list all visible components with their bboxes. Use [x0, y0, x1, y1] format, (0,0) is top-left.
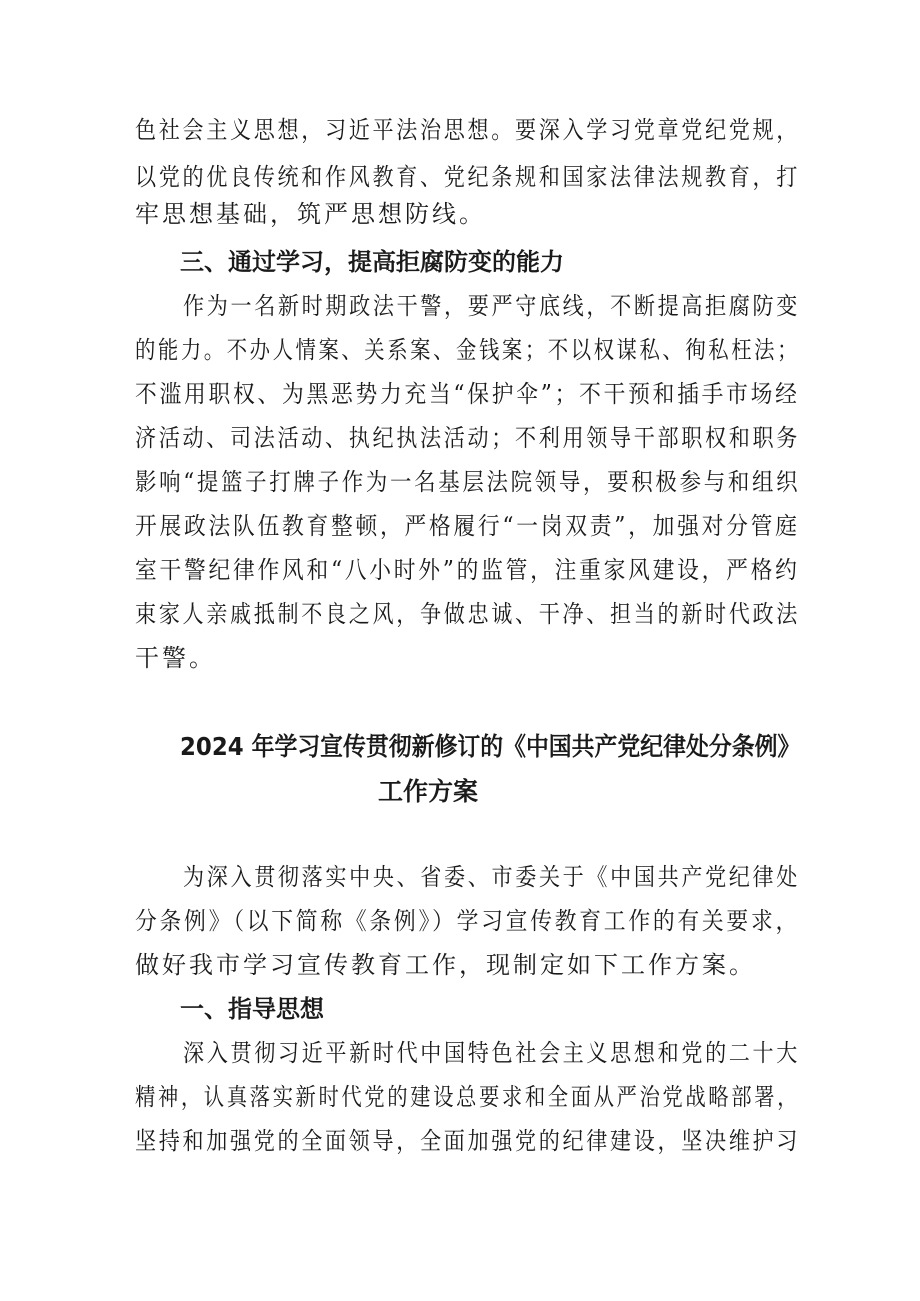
paragraph-line: 色社会主义思想，习近平法治思想。要深入学习党章党纪党规， [135, 116, 800, 144]
paragraph-line: 牢思想基础，筑严思想防线。 [135, 200, 486, 228]
section-heading-one: 一、指导思想 [180, 995, 324, 1023]
paragraph-line: 束家人亲戚抵制不良之风，争做忠诚、干净、担当的新时代政法 [135, 600, 800, 628]
paragraph-line: 坚持和加强党的全面领导，全面加强党的纪律建设，坚决维护习 [135, 1127, 800, 1155]
paragraph-line: 室干警纪律作风和“八小时外”的监管，注重家风建设，严格约 [135, 556, 800, 584]
paragraph-line: 开展政法队伍教育整顿，严格履行“一岗双责”，加强对分管庭 [135, 512, 800, 540]
paragraph-line: 的能力。不办人情案、关系案、金钱案；不以权谋私、徇私枉法； [135, 336, 801, 364]
document-title: 2024 年学习宣传贯彻新修订的《中国共产党纪律处分条例》 [180, 732, 801, 761]
paragraph-line: 济活动、司法活动、执纪执法活动；不利用领导干部职权和职务 [135, 424, 800, 452]
paragraph-line: 精神，认真落实新时代党的建设总要求和全面从严治党战略部署， [135, 1083, 801, 1111]
paragraph-line: 深入贯彻习近平新时代中国特色社会主义思想和党的二十大 [183, 1039, 800, 1067]
paragraph-line: 为深入贯彻落实中央、省委、市委关于《中国共产党纪律处 [183, 863, 800, 891]
paragraph-line: 不滥用职权、为黑恶势力充当“保护伞”；不干预和插手市场经 [135, 380, 800, 408]
paragraph-line: 干警。 [135, 644, 216, 672]
paragraph-line: 作为一名新时期政法干警，要严守底线，不断提高拒腐防变 [183, 292, 800, 320]
paragraph-line: 分条例》（以下简称《条例》）学习宣传教育工作的有关要求， [135, 907, 801, 935]
paragraph-line: 以党的优良传统和作风教育、党纪条规和国家法律法规教育，打 [135, 163, 800, 191]
section-heading-three: 三、通过学习，提高拒腐防变的能力 [180, 248, 564, 276]
paragraph-line: 做好我市学习宣传教育工作，现制定如下工作方案。 [135, 951, 756, 979]
document-title-line2: 工作方案 [378, 777, 479, 806]
paragraph-line: 影响“提篮子打牌子作为一名基层法院领导，要积极参与和组织 [135, 468, 801, 496]
